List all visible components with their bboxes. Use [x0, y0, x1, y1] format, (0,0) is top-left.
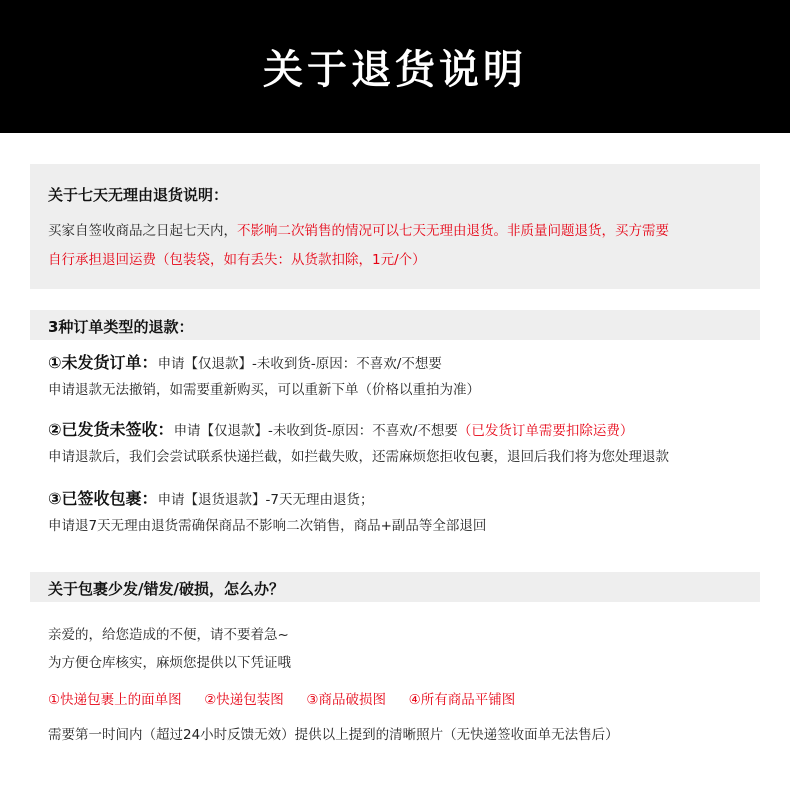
- header-banner: [0, 0, 790, 133]
- evidence-item-2: ②快递包装图: [204, 692, 284, 708]
- order-types-heading: 3种订单类型的退款：: [48, 318, 194, 336]
- package-issue-line-2: 为方便仓库核实，麻烦您提供以下凭证哦: [48, 655, 291, 671]
- evidence-item-1: ①快递包裹上的面单图: [48, 692, 182, 708]
- seven-day-line-2: 自行承担退回运费（包装袋，如有丢失：从货款扣除，1元/个）: [48, 252, 426, 268]
- order-type-3-detail: 申请【退货退款】-7天无理由退货；: [157, 492, 374, 508]
- order-type-1-title: ①未发货订单：: [48, 353, 158, 372]
- package-issue-line-1: 亲爱的，给您造成的不便，请不要着急~: [48, 627, 289, 643]
- order-type-2-title: ②已发货未签收：: [48, 420, 174, 439]
- seven-day-line-1-normal: 买家自签收商品之日起七天内，: [48, 223, 237, 239]
- package-issue-heading: 关于包裹少发/错发/破损，怎么办？: [48, 580, 284, 598]
- order-type-3-second-line: 申请退7天无理由退货需确保商品不影响二次销售，商品+副品等全部退回: [48, 518, 487, 534]
- order-type-3: [48, 486, 374, 509]
- package-issue-footer: 需要第一时间内（超过24小时反馈无效）提供以上提到的清晰照片（无快递签收面单无法售后）: [48, 727, 619, 743]
- seven-day-return-box: [30, 164, 760, 289]
- evidence-item-4: ④所有商品平铺图: [408, 692, 516, 708]
- order-type-1-second-line: 申请退款无法撤销，如需要重新购买，可以重新下单（价格以重拍为准）: [48, 382, 480, 398]
- order-type-3-title: ③已签收包裹：: [48, 489, 158, 508]
- order-type-2-note: （已发货订单需要扣除运费）: [457, 423, 634, 439]
- package-issue-bar: [30, 572, 760, 602]
- order-type-1-detail: 申请【仅退款】-未收到货-原因：不喜欢/不想要: [157, 356, 442, 372]
- order-type-2-second-line: 申请退款后，我们会尝试联系快递拦截，如拦截失败，还需麻烦您拒收包裹，退回后我们将为您处理退款: [48, 449, 669, 465]
- evidence-list: [48, 688, 515, 708]
- evidence-item-3: ③商品破损图: [306, 692, 387, 708]
- order-types-bar: [30, 310, 760, 340]
- order-type-2: [48, 417, 633, 440]
- order-type-1: [48, 350, 442, 373]
- seven-day-line-1: [48, 219, 669, 239]
- order-type-2-detail: 申请【仅退款】-未收到货-原因：不喜欢/不想要: [173, 423, 458, 439]
- seven-day-line-1-red: 不影响二次销售的情况可以七天无理由退货。非质量问题退货，买方需要: [237, 223, 669, 239]
- page-title: 关于退货说明: [263, 47, 527, 93]
- seven-day-heading: 关于七天无理由退货说明：: [48, 186, 229, 204]
